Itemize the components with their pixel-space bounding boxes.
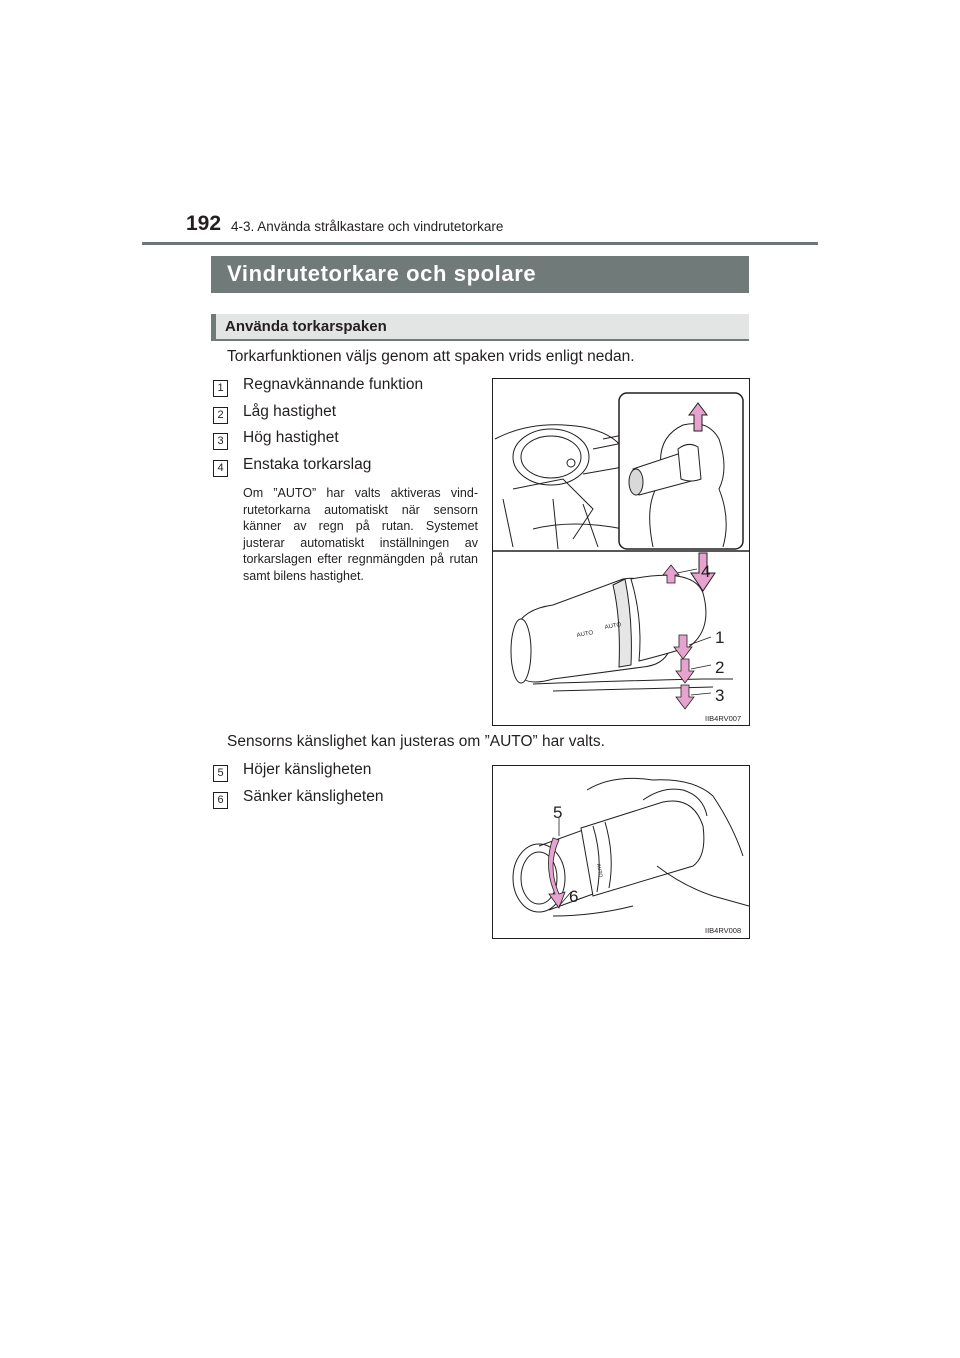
callout-5: 5 [553,803,563,822]
item-label: Enstaka torkarslag [243,456,372,473]
item-label: Regnavkännande funktion [243,376,424,393]
callout-3: 3 [715,686,725,705]
intro-text: Torkarfunktionen väljs genom att spaken vrids enligt nedan. [227,348,635,365]
ring-auto-text: AUTO [595,863,604,878]
callout-4: 4 [701,562,711,581]
list-item [213,378,228,397]
item-number-badge: 4 [213,460,228,477]
item-number-badge: 3 [213,433,228,450]
section-heading-bar [211,256,749,293]
subsection-title: Använda torkarspaken [225,318,387,335]
lever-auto-text: AUTO [576,630,594,639]
item-label: Låg hastighet [243,403,337,420]
sensitivity-ring-illustration [493,766,749,938]
figure-code: IIB4RV007 [705,714,742,723]
callout-2: 2 [715,658,725,677]
header-rule [142,242,818,245]
page-number: 192 [186,212,222,235]
callout-6: 6 [569,887,579,906]
figure-code: IIB4RV008 [705,926,742,935]
section-title: Vindrutetorkare och spolare [227,261,537,286]
wiper-lever-illustration [493,379,749,725]
list-item [213,763,228,782]
list-item [213,405,228,424]
callout-1: 1 [715,628,725,647]
figure-sensitivity-ring [492,765,750,939]
item-label: Höjer känsligheten [243,761,372,778]
item-number-badge: 5 [213,765,228,782]
list-item [213,458,228,477]
item-number-badge: 6 [213,792,228,809]
item-label: Sänker känsligheten [243,788,384,805]
item-number-badge: 1 [213,380,228,397]
running-header: 4-3. Använda strålkastare och vindrutetorkare [231,219,504,234]
subsection-heading-bar [211,314,749,341]
figure-wiper-lever [492,378,750,726]
item-number-badge: 2 [213,407,228,424]
item-label: Hög hastighet [243,429,339,446]
list-item [213,431,228,450]
subsection-accent [211,314,216,341]
note-text: Om ”AUTO” har valts aktiveras vind-rutetorkarna automatiskt när sensorn känner av regn på rutan. Systemet justerar automatiskt inställningen av torkarslagen efter regnmängden på rutan samt bilens hastighet. [243,486,478,583]
list-item [213,790,228,809]
lever-auto-text-2: AUTO [604,622,622,631]
sensitivity-intro-text: Sensorns känslighet kan justeras om ”AUTO” har valts. [227,733,605,750]
